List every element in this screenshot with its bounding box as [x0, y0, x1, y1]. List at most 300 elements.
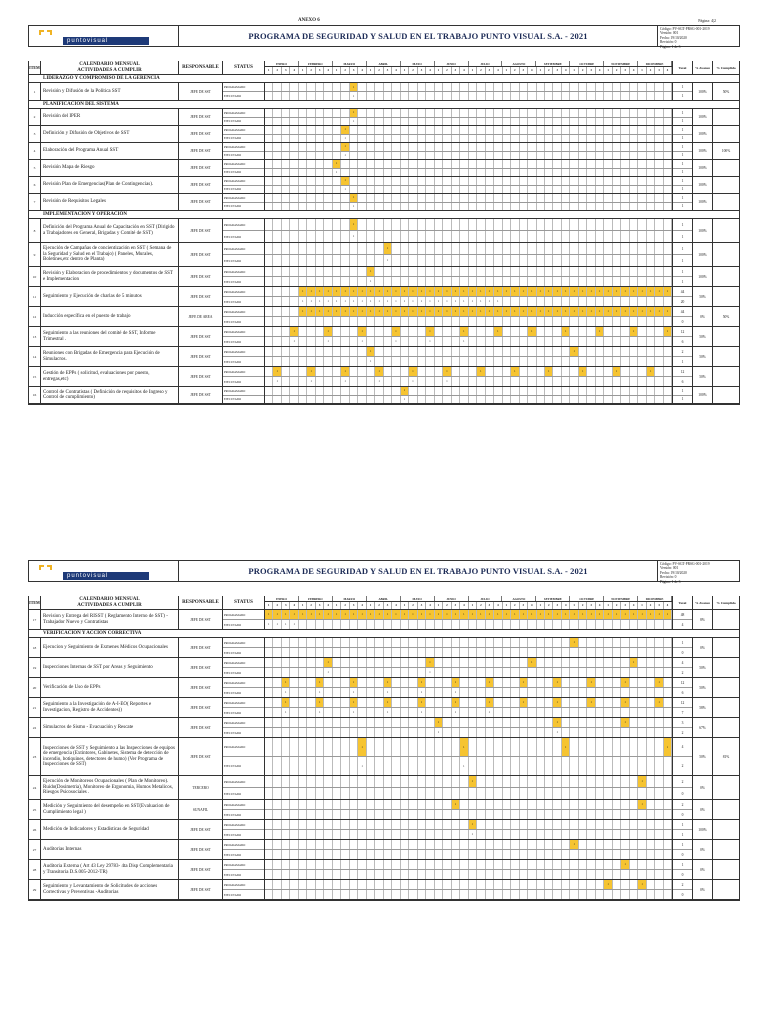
- executed-line: [265, 337, 672, 346]
- week-cell: [545, 638, 553, 647]
- week-cell: [273, 203, 281, 211]
- week-cell: [299, 850, 307, 859]
- week-cell: [579, 800, 587, 809]
- week-cell: 1: [452, 287, 460, 296]
- week-cell: 1: [409, 297, 417, 306]
- week-cell: [664, 820, 672, 829]
- week-label: 4: [528, 602, 536, 609]
- week-cell: 1: [273, 610, 281, 619]
- week-cell: [358, 357, 366, 366]
- week-cell: [452, 788, 460, 799]
- activity-description: Inspecciones Internas de SST por Areas y Seguimiento: [41, 658, 179, 677]
- week-cell: 1: [596, 610, 604, 619]
- week-cell: [452, 347, 460, 356]
- week-cell: [384, 377, 392, 386]
- week-cell: [273, 92, 281, 100]
- week-cell: [647, 820, 655, 829]
- programmed-line: [265, 678, 672, 688]
- week-cell: [333, 850, 341, 859]
- week-cell: [587, 255, 595, 266]
- week-cell: [443, 83, 451, 91]
- week-cell: [579, 255, 587, 266]
- week-cell: [655, 880, 663, 889]
- activity-row: [29, 658, 739, 678]
- week-cell: 1: [511, 287, 519, 296]
- week-cell: [545, 219, 553, 230]
- activity-description: Verificación de Uso de EPPs: [41, 678, 179, 697]
- week-cell: [333, 337, 341, 346]
- status-programmed: PROGRAMADO: [223, 610, 264, 620]
- week-cell: [630, 203, 638, 211]
- week-cell: [638, 810, 646, 819]
- week-label: 3: [587, 602, 595, 609]
- week-cell: [290, 219, 298, 230]
- week-cell: [562, 880, 570, 889]
- week-label: 4: [358, 67, 366, 74]
- week-cell: [647, 243, 655, 254]
- week-cell: 1: [621, 307, 629, 316]
- week-cell: [545, 143, 553, 151]
- activity-row: [29, 177, 739, 194]
- week-cell: [528, 277, 536, 286]
- week-cell: [545, 109, 553, 117]
- week-cell: [511, 203, 519, 211]
- week-cell: [613, 810, 621, 819]
- week-cell: [299, 357, 307, 366]
- week-cell: [316, 83, 324, 91]
- week-cell: [494, 255, 502, 266]
- week-cell: [494, 668, 502, 677]
- activity-row: [29, 776, 739, 800]
- week-cell: [426, 135, 434, 143]
- week-cell: [570, 757, 578, 775]
- week-cell: [503, 788, 511, 799]
- week-cell: [630, 135, 638, 143]
- week-cell: [587, 880, 595, 889]
- week-cell: [290, 820, 298, 829]
- week-cell: [553, 231, 561, 242]
- week-cell: [537, 870, 545, 879]
- status-executed: EJECUTADO: [224, 204, 242, 209]
- item-number: 15: [29, 367, 41, 386]
- week-cell: [630, 620, 638, 629]
- month-label: NOVIEMBRE: [604, 596, 638, 601]
- executed-line: [265, 788, 672, 799]
- week-cell: [494, 708, 502, 717]
- week-cell: [664, 219, 672, 230]
- fulfilled-percent: [713, 718, 739, 737]
- week-cell: [503, 387, 511, 395]
- week-label: 2: [511, 67, 519, 74]
- total-cell: [673, 698, 693, 717]
- week-cell: [604, 267, 612, 276]
- week-cell: 1: [469, 307, 477, 316]
- week-cell: [664, 688, 672, 697]
- fulfilled-percent: [713, 860, 739, 879]
- week-cell: [469, 169, 477, 177]
- item-number: 2: [29, 109, 41, 125]
- week-cell: 1: [358, 757, 366, 775]
- week-cell: [375, 648, 383, 657]
- week-cell: [579, 810, 587, 819]
- week-cell: [537, 688, 545, 697]
- week-cell: [273, 396, 281, 404]
- month-label: AGOSTO: [502, 596, 536, 601]
- fulfilled-percent: [713, 658, 739, 677]
- week-cell: [333, 83, 341, 91]
- week-cell: [384, 728, 392, 737]
- week-cell: [596, 387, 604, 395]
- advance-percent: 0%: [693, 307, 713, 326]
- week-cell: [418, 880, 426, 889]
- week-cell: [503, 638, 511, 647]
- week-cell: [324, 160, 332, 168]
- week-cell: [375, 327, 383, 336]
- week-cell: 1: [520, 307, 528, 316]
- week-cell: [367, 317, 375, 326]
- week-cell: [486, 820, 494, 829]
- advance-percent: 50%: [693, 658, 713, 677]
- item-number: 6: [29, 177, 41, 193]
- week-cell: [486, 152, 494, 160]
- week-cell: [587, 109, 595, 117]
- week-cell: [341, 347, 349, 356]
- week-cell: [290, 830, 298, 839]
- week-cell: 1: [282, 698, 290, 707]
- week-cell: [553, 186, 561, 194]
- advance-percent: 0%: [693, 840, 713, 859]
- week-cell: [384, 840, 392, 849]
- week-cell: 1: [333, 307, 341, 316]
- week-cell: [630, 337, 638, 346]
- week-cell: [655, 83, 663, 91]
- week-cell: [384, 776, 392, 787]
- week-cell: [418, 718, 426, 727]
- status-executed: EJECUTADO: [224, 279, 242, 284]
- total-cell: [673, 177, 693, 193]
- week-cell: [333, 788, 341, 799]
- total-executed: 6: [681, 379, 684, 384]
- week-cell: [477, 387, 485, 395]
- week-cell: [460, 840, 468, 849]
- week-cell: [418, 203, 426, 211]
- activity-description: Seguimiento a la Investigación de A-I-EO( Reportes e Investigacion, Registro de Accidentes)): [41, 698, 179, 717]
- responsible: JEFE DE SST: [179, 160, 223, 176]
- week-cell: [664, 169, 672, 177]
- week-cell: [358, 668, 366, 677]
- week-cell: [486, 231, 494, 242]
- fulfilled-percent: [713, 219, 739, 242]
- week-cell: [460, 850, 468, 859]
- week-cell: [409, 152, 417, 160]
- week-cell: [435, 177, 443, 185]
- week-cell: 1: [341, 126, 349, 134]
- week-cell: [570, 688, 578, 697]
- week-cell: [503, 658, 511, 667]
- week-cell: [613, 327, 621, 336]
- week-label: 3: [587, 67, 595, 74]
- week-cell: [358, 638, 366, 647]
- week-cell: [375, 810, 383, 819]
- col-advance: % Avance: [693, 596, 713, 609]
- week-cell: [401, 870, 409, 879]
- week-cell: [392, 678, 400, 687]
- week-cell: [273, 143, 281, 151]
- week-cell: [655, 387, 663, 395]
- month-label: SETIEMBRE: [536, 596, 570, 601]
- week-cell: [477, 377, 485, 386]
- week-cell: [418, 277, 426, 286]
- week-label: 1: [265, 67, 273, 74]
- week-cell: [570, 109, 578, 117]
- week-cell: [290, 738, 298, 756]
- week-cell: [587, 688, 595, 697]
- week-cell: [282, 219, 290, 230]
- week-cell: 1: [545, 287, 553, 296]
- week-cell: [604, 160, 612, 168]
- week-cell: [435, 83, 443, 91]
- executed-line: [265, 152, 672, 160]
- week-cell: [647, 327, 655, 336]
- week-cell: [367, 698, 375, 707]
- week-cell: [299, 347, 307, 356]
- week-cell: [307, 267, 315, 276]
- week-cell: 1: [664, 738, 672, 756]
- week-cell: [375, 255, 383, 266]
- week-label: 4: [664, 602, 672, 609]
- week-cell: [596, 297, 604, 306]
- week-cell: [341, 109, 349, 117]
- activity-description: Reuniones con Brigadas de Emergencia para Ejecución de Simulacros.: [41, 347, 179, 366]
- week-cell: [273, 277, 281, 286]
- week-cell: [426, 377, 434, 386]
- week-cell: [604, 177, 612, 185]
- week-cell: [486, 728, 494, 737]
- week-cell: [265, 880, 273, 889]
- week-cell: [460, 396, 468, 404]
- week-cell: [324, 194, 332, 202]
- company-logo: [29, 561, 179, 581]
- week-cell: [316, 830, 324, 839]
- week-cell: [452, 830, 460, 839]
- week-cell: [358, 880, 366, 889]
- total-programmed: 4: [673, 658, 692, 668]
- week-cell: [469, 870, 477, 879]
- week-cell: [435, 194, 443, 202]
- week-cell: [477, 757, 485, 775]
- total-executed: 0: [681, 650, 684, 655]
- week-cell: [367, 860, 375, 869]
- week-cell: [621, 337, 629, 346]
- week-cell: [537, 194, 545, 202]
- week-cell: [655, 620, 663, 629]
- week-cell: [570, 160, 578, 168]
- week-cell: [358, 219, 366, 230]
- week-cell: [621, 668, 629, 677]
- week-cell: [409, 708, 417, 717]
- week-cell: [367, 840, 375, 849]
- week-cell: [486, 658, 494, 667]
- week-cell: [273, 638, 281, 647]
- week-cell: [520, 810, 528, 819]
- week-cell: [486, 219, 494, 230]
- week-cell: [384, 357, 392, 366]
- week-cell: [511, 135, 519, 143]
- week-cell: [528, 243, 536, 254]
- week-cell: 1: [418, 287, 426, 296]
- week-cell: [477, 109, 485, 117]
- week-cell: [435, 396, 443, 404]
- week-cell: [655, 830, 663, 839]
- week-label: 1: [367, 602, 375, 609]
- status-executed: EJECUTADO: [224, 234, 242, 239]
- status-executed: EJECUTADO: [224, 187, 242, 192]
- week-cell: [443, 870, 451, 879]
- week-cell: [647, 776, 655, 787]
- week-cell: [655, 255, 663, 266]
- week-cell: [265, 135, 273, 143]
- week-cell: [265, 357, 273, 366]
- total-programmed: 2: [673, 347, 692, 357]
- week-cell: [638, 788, 646, 799]
- total-programmed: 1: [673, 267, 692, 277]
- week-cell: 1: [460, 307, 468, 316]
- week-cell: [664, 92, 672, 100]
- week-cell: [562, 776, 570, 787]
- status-cell: [223, 267, 265, 286]
- week-cell: [486, 357, 494, 366]
- week-cell: [537, 219, 545, 230]
- week-cell: [392, 820, 400, 829]
- status-cell: [223, 698, 265, 717]
- week-cell: [596, 800, 604, 809]
- week-cell: [333, 347, 341, 356]
- week-label: 3: [486, 602, 494, 609]
- week-cell: [477, 152, 485, 160]
- week-grid: [265, 820, 673, 839]
- week-cell: 1: [486, 708, 494, 717]
- week-cell: [324, 860, 332, 869]
- week-cell: [528, 118, 536, 126]
- week-cell: 1: [621, 698, 629, 707]
- week-cell: [418, 850, 426, 859]
- fulfilled-percent: [713, 698, 739, 717]
- week-cell: [630, 367, 638, 376]
- week-cell: [587, 850, 595, 859]
- week-cell: [409, 194, 417, 202]
- week-cell: [511, 788, 519, 799]
- week-label: 2: [375, 67, 383, 74]
- status-cell: [223, 219, 265, 242]
- week-cell: [621, 396, 629, 404]
- fulfilled-percent: [713, 109, 739, 125]
- week-cell: 1: [426, 610, 434, 619]
- week-cell: [477, 860, 485, 869]
- week-label: 3: [384, 602, 392, 609]
- week-cell: [494, 337, 502, 346]
- week-cell: [409, 118, 417, 126]
- week-cell: [469, 668, 477, 677]
- week-cell: [477, 135, 485, 143]
- executed-line: [265, 231, 672, 242]
- week-cell: [621, 203, 629, 211]
- week-cell: [290, 277, 298, 286]
- activity-description: Auditorias Internas: [41, 840, 179, 859]
- week-cell: [375, 152, 383, 160]
- week-cell: [638, 728, 646, 737]
- week-cell: [460, 678, 468, 687]
- week-cell: [553, 277, 561, 286]
- week-cell: [630, 317, 638, 326]
- week-cell: [503, 860, 511, 869]
- week-cell: [486, 776, 494, 787]
- col-activities-line: CALENDARIO MENSUAL: [79, 62, 140, 67]
- week-cell: [367, 678, 375, 687]
- week-cell: [265, 83, 273, 91]
- week-cell: [392, 109, 400, 117]
- status-programmed: PROGRAMADO: [223, 638, 264, 648]
- week-cell: [638, 243, 646, 254]
- week-cell: [384, 135, 392, 143]
- column-header: [28, 61, 740, 75]
- programmed-line: [265, 287, 672, 297]
- week-cell: [367, 135, 375, 143]
- week-cell: [630, 219, 638, 230]
- week-cell: [621, 367, 629, 376]
- week-cell: [570, 377, 578, 386]
- activity-description: Revisión de Requisitos Legales: [41, 194, 179, 210]
- total-cell: [673, 126, 693, 142]
- week-cell: [477, 143, 485, 151]
- week-cell: [367, 83, 375, 91]
- week-cell: [494, 840, 502, 849]
- week-cell: [426, 177, 434, 185]
- week-label: 4: [324, 67, 332, 74]
- total-executed: 2: [681, 764, 684, 768]
- week-cell: [528, 317, 536, 326]
- week-cell: [299, 92, 307, 100]
- week-cell: [638, 327, 646, 336]
- week-cell: [358, 890, 366, 899]
- week-cell: [596, 243, 604, 254]
- week-cell: [426, 387, 434, 395]
- executed-line: [265, 377, 672, 386]
- week-cell: [282, 396, 290, 404]
- week-cell: 1: [655, 307, 663, 316]
- week-cell: [655, 860, 663, 869]
- week-cell: [545, 620, 553, 629]
- col-status: STATUS: [223, 596, 265, 609]
- week-cell: [273, 870, 281, 879]
- week-cell: [604, 337, 612, 346]
- week-cell: [511, 277, 519, 286]
- week-cell: [316, 840, 324, 849]
- week-label: 1: [537, 602, 545, 609]
- week-cell: [375, 638, 383, 647]
- week-cell: [273, 708, 281, 717]
- week-cell: [545, 738, 553, 756]
- week-cell: [664, 698, 672, 707]
- week-cell: [528, 840, 536, 849]
- week-cell: [350, 255, 358, 266]
- week-cell: [503, 219, 511, 230]
- week-cell: 1: [537, 287, 545, 296]
- week-cell: [613, 860, 621, 869]
- week-cell: [290, 800, 298, 809]
- week-cell: [469, 194, 477, 202]
- advance-percent: 100%: [693, 160, 713, 176]
- status-cell: [223, 177, 265, 193]
